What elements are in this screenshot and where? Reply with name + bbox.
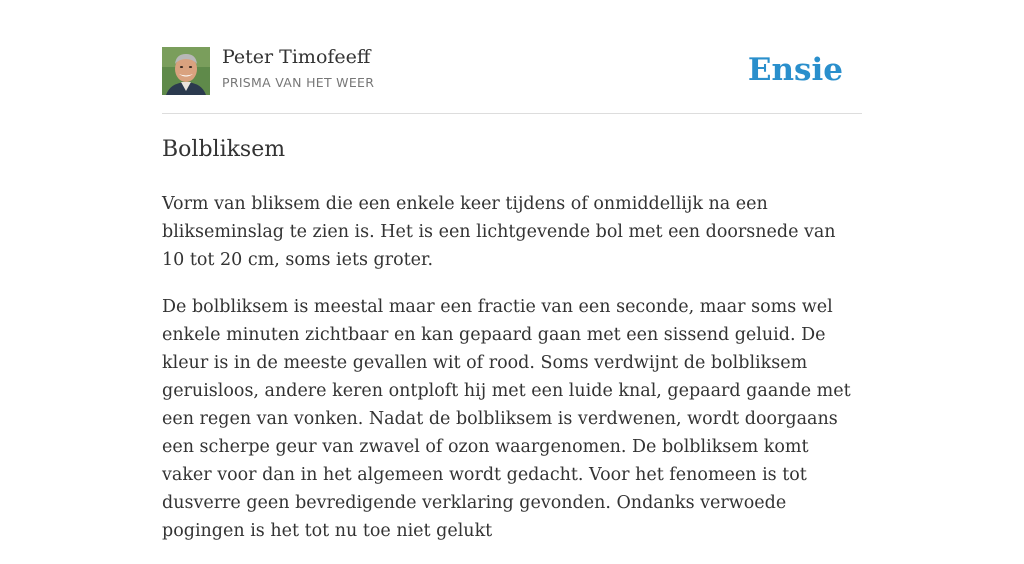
avatar-photo-icon — [162, 47, 210, 95]
author-source[interactable]: PRISMA VAN HET WEER — [222, 75, 375, 90]
ensie-logo[interactable]: Ensie — [747, 52, 843, 88]
header-divider — [162, 113, 862, 114]
article-paragraph: Vorm van bliksem die een enkele keer tijdens of onmiddellijk na een blikseminslag te zien is. Het is een lichtgevende bol met een doorsnede van 10 tot 20 cm, soms iets groter. — [162, 194, 836, 270]
author-avatar[interactable] — [162, 47, 210, 95]
author-name[interactable]: Peter Timofeeff — [222, 46, 371, 68]
article-paragraph: De bolbliksem is meestal maar een fractie van een seconde, maar soms wel enkele minuten zichtbaar en kan gepaard gaan met een sissend geluid. De kleur is in de meeste gevallen wit of rood. Soms verdwijnt de bolbliksem geruisloos, andere keren ontploft hij met een luide knal, gepaard gaande met een regen van vonken. Nadat de bolbliksem is verdwenen, wordt doorgaans een scherpe geur van zwavel of ozon waargenomen. De bolbliksem komt vaker voor dan in het algemeen wordt gedacht. Voor het fenomeen is tot dusverre geen bevredigende verklaring gevonden. Ondanks verwoede pogingen is het tot nu toe niet gelukt — [162, 297, 851, 541]
author-header — [162, 46, 862, 96]
article-title: Bolbliksem — [162, 137, 286, 162]
article-body — [162, 190, 862, 564]
